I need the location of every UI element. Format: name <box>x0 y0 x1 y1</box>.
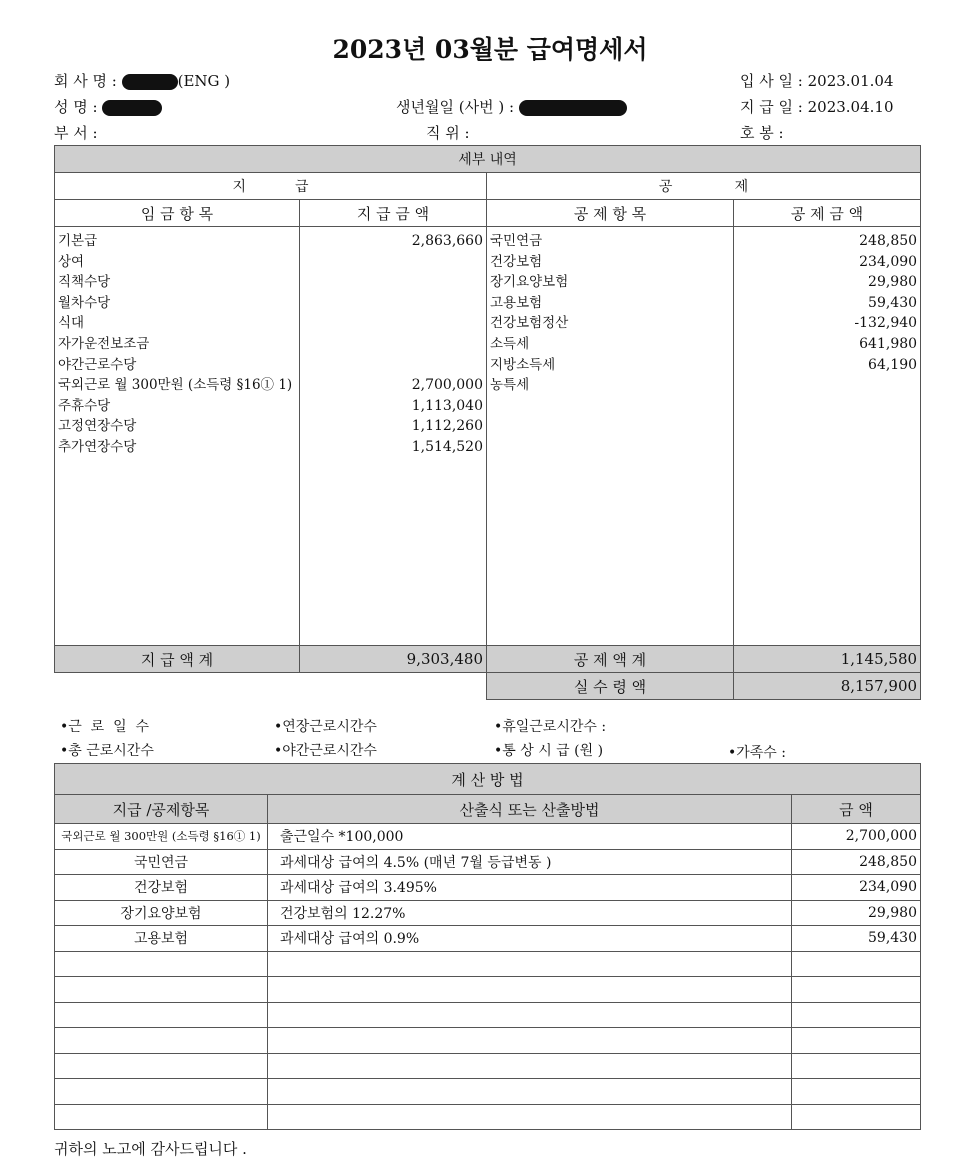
pay-item-name: 상여 <box>58 253 85 270</box>
calc-method: 과세대상 급여의 0.9% <box>268 926 792 952</box>
empty-row <box>55 977 921 1003</box>
pay-item-amount <box>303 293 483 314</box>
pay-item-name: 야간근로수당 <box>58 356 137 373</box>
calc-table <box>54 763 921 1130</box>
col-pay-item: 임 금 항 목 <box>55 200 300 227</box>
holiday-hours-label: •휴일근로시간수 : <box>494 719 607 735</box>
empty-row <box>55 1079 921 1105</box>
night-hours-label: •야간근로시간수 <box>274 743 377 759</box>
pay-label: 지 급 일 <box>740 98 794 116</box>
pay-item-amount: 2,863,660 <box>411 233 483 249</box>
name-label: 성 명 : <box>54 98 98 116</box>
deduction-item-name: 건강보험정산 <box>490 315 569 332</box>
deduct-heading: 공 제 <box>487 173 921 200</box>
calc-amount: 2,700,000 <box>792 824 921 850</box>
family-count-label: •가족수 : <box>728 745 786 761</box>
col-pay-amount: 지 급 금 액 <box>300 200 487 227</box>
pay-item-name: 고정연장수당 <box>58 418 137 435</box>
dept-field <box>54 122 98 143</box>
position-field <box>426 122 470 143</box>
deduction-item-list <box>487 227 734 646</box>
deduction-total-label: 공 제 액 계 <box>487 646 734 673</box>
calc-item: 장기요양보험 <box>55 900 268 926</box>
deduction-item-name: 건강보험 <box>490 253 543 270</box>
col-ded-amount: 공 제 금 액 <box>734 200 921 227</box>
birth-field <box>396 96 627 117</box>
deduction-item-amount: 234,090 <box>859 253 918 270</box>
empty-cell <box>792 1002 921 1028</box>
footer-message: 귀하의 노고에 감사드립니다 . <box>54 1140 247 1158</box>
dept-label: 부 서 : <box>54 124 98 142</box>
empty-cell <box>55 951 268 977</box>
hire-label: 입 사 일 <box>740 72 794 90</box>
empty-row <box>55 1104 921 1130</box>
detail-section-title: 세부 내역 <box>55 146 921 173</box>
empty-cell <box>792 1079 921 1105</box>
net-pay-label: 실 수 령 액 <box>487 673 734 700</box>
birth-label: 생년월일 (사번 ) : <box>396 98 515 116</box>
empty-cell <box>268 977 792 1003</box>
deduction-item-name: 농특세 <box>490 377 530 394</box>
overtime-hours-label: •연장근로시간수 <box>274 719 377 735</box>
calc-method: 출근일수 *100,000 <box>268 824 792 850</box>
pay-item-name: 추가연장수당 <box>58 438 137 455</box>
empty-cell <box>55 673 300 700</box>
empty-row <box>55 1053 921 1079</box>
empty-cell <box>268 1079 792 1105</box>
net-pay-amount: 8,157,900 <box>734 673 921 700</box>
empty-row <box>55 1002 921 1028</box>
position-label: 직 위 : <box>426 124 470 142</box>
table-row <box>55 900 921 926</box>
pay-item-amount <box>303 334 483 355</box>
deduction-item-name: 소득세 <box>490 335 530 352</box>
empty-cell <box>268 1053 792 1079</box>
calc-item: 국외근로 월 300만원 (소득령 §16① 1) <box>55 824 268 850</box>
pay-date-field <box>740 96 894 117</box>
pay-total-label: 지 급 액 계 <box>55 646 300 673</box>
calc-method: 과세대상 급여의 4.5% (매년 7월 등급변동 ) <box>268 849 792 875</box>
empty-cell <box>792 1053 921 1079</box>
empty-cell <box>792 977 921 1003</box>
name-redaction <box>102 100 162 116</box>
empty-cell <box>268 1104 792 1130</box>
deduction-item-name: 국민연금 <box>490 233 543 249</box>
calc-amount: 59,430 <box>792 926 921 952</box>
deduction-item-name: 고용보험 <box>490 294 543 311</box>
calc-section-title: 계 산 방 법 <box>55 764 921 795</box>
name-field <box>54 96 162 117</box>
deduction-item-amount: 248,850 <box>859 233 918 249</box>
empty-cell <box>268 1002 792 1028</box>
calc-amount: 248,850 <box>792 849 921 875</box>
deduction-total-amount: 1,145,580 <box>734 646 921 673</box>
empty-cell <box>55 977 268 1003</box>
calc-item: 고용보험 <box>55 926 268 952</box>
pay-total-amount: 9,303,480 <box>300 646 487 673</box>
company-suffix: (ENG ) <box>177 72 231 90</box>
empty-cell <box>300 673 487 700</box>
pay-item-name: 월차수당 <box>58 294 111 311</box>
empty-cell <box>55 1079 268 1105</box>
deduction-item-amount: 64,190 <box>868 356 918 373</box>
company-label: 회 사 명 : <box>54 72 117 90</box>
deduction-item-amount: 641,980 <box>859 335 918 352</box>
pay-item-name: 자가운전보조금 <box>58 335 150 352</box>
calc-method: 건강보험의 12.27% <box>268 900 792 926</box>
deduction-item-amount: -132,940 <box>854 315 918 332</box>
pay-item-amount <box>303 313 483 334</box>
deduction-amount-list <box>734 227 921 646</box>
empty-cell <box>792 1028 921 1054</box>
deduction-item-amount: 59,430 <box>868 294 918 311</box>
pay-item-name: 기본급 <box>58 233 98 249</box>
pay-item-amount: 2,700,000 <box>411 377 483 394</box>
ordinary-wage-label: •통 상 시 급 (원 ) <box>494 743 604 759</box>
deduction-item-amount <box>737 375 917 396</box>
empty-cell <box>55 1104 268 1130</box>
table-row <box>55 875 921 901</box>
pay-value: : 2023.04.10 <box>797 98 894 116</box>
grade-label: 호 봉 <box>740 124 774 142</box>
pay-item-amount <box>303 252 483 273</box>
deduction-item-amount: 29,980 <box>868 274 918 291</box>
pay-item-name: 국외근로 월 300만원 (소득령 §16① 1) <box>58 377 293 394</box>
total-hours-label: •총 근로시간수 <box>60 743 154 759</box>
calc-item: 국민연금 <box>55 849 268 875</box>
empty-cell <box>55 1053 268 1079</box>
pay-item-amount <box>303 355 483 376</box>
pay-item-amount: 1,113,040 <box>411 397 483 414</box>
empty-cell <box>268 951 792 977</box>
empty-cell <box>268 1028 792 1054</box>
deduction-item-name: 지방소득세 <box>490 356 556 373</box>
detail-table <box>54 145 921 700</box>
pay-item-amount: 1,112,260 <box>411 418 483 435</box>
empty-cell <box>55 1002 268 1028</box>
pay-item-amount: 1,514,520 <box>411 438 483 455</box>
hire-date-field <box>740 70 894 91</box>
calc-amount: 234,090 <box>792 875 921 901</box>
calc-col-amount: 금 액 <box>792 795 921 824</box>
empty-row <box>55 951 921 977</box>
pay-item-name: 직책수당 <box>58 274 111 291</box>
calc-method: 과세대상 급여의 3.495% <box>268 875 792 901</box>
calc-col-item: 지급 /공제항목 <box>55 795 268 824</box>
empty-cell <box>792 1104 921 1130</box>
empty-row <box>55 1028 921 1054</box>
page-title: 2023년 03월분 급여명세서 <box>332 35 648 64</box>
pay-item-amount <box>303 272 483 293</box>
company-field <box>54 70 230 91</box>
pay-item-list <box>55 227 300 646</box>
calc-item: 건강보험 <box>55 875 268 901</box>
col-ded-item: 공 제 항 목 <box>487 200 734 227</box>
company-redaction <box>122 74 178 90</box>
calc-col-method: 산출식 또는 산출방법 <box>268 795 792 824</box>
pay-heading: 지 급 <box>55 173 487 200</box>
table-row <box>55 849 921 875</box>
work-days-label: •근 로 일 수 <box>60 719 150 735</box>
pay-amount-list <box>300 227 487 646</box>
empty-cell <box>55 1028 268 1054</box>
pay-item-name: 식대 <box>58 315 85 332</box>
birth-redaction <box>519 100 627 116</box>
grade-value: : <box>778 124 784 142</box>
table-row <box>55 824 921 850</box>
table-row <box>55 926 921 952</box>
pay-item-name: 주휴수당 <box>58 397 111 414</box>
empty-cell <box>792 951 921 977</box>
calc-amount: 29,980 <box>792 900 921 926</box>
hire-value: : 2023.01.04 <box>797 72 894 90</box>
grade-field <box>740 122 784 143</box>
deduction-item-name: 장기요양보험 <box>490 274 569 291</box>
